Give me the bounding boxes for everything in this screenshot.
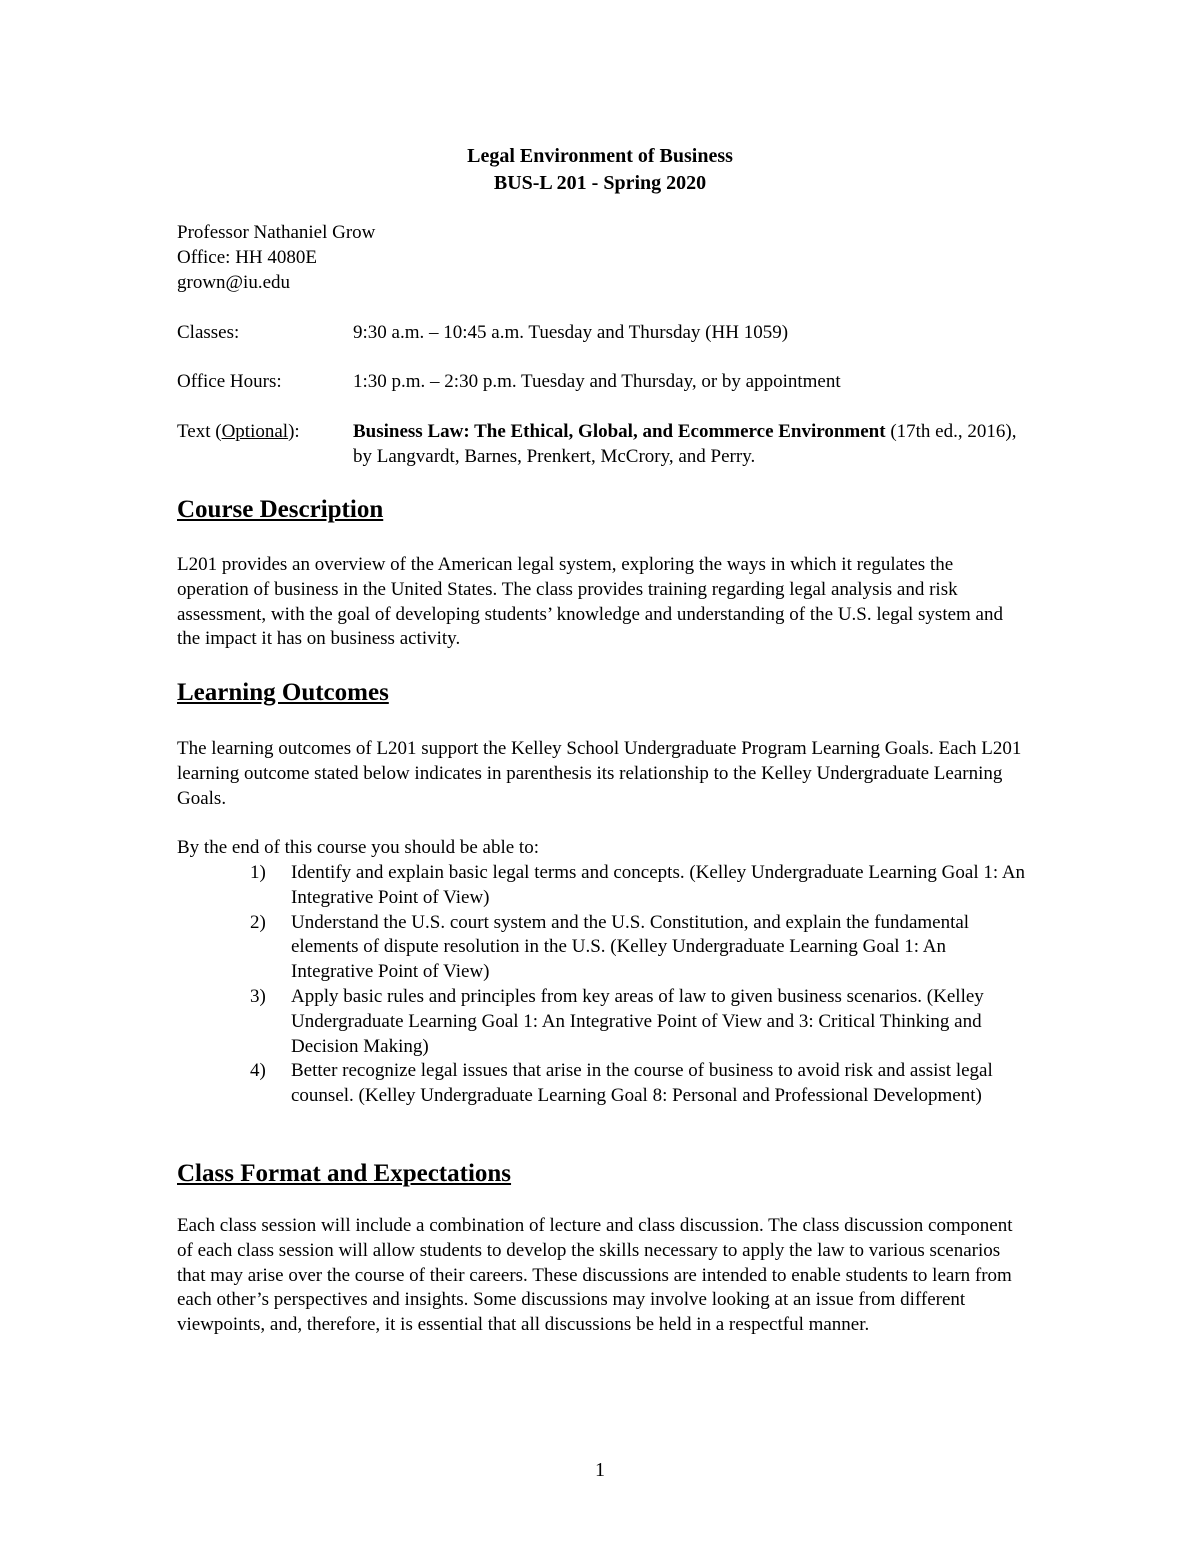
textbook-title: Business Law: The Ethical, Global, and Ecommerce Environment bbox=[353, 421, 886, 442]
email-address: grown@iu.edu bbox=[177, 271, 291, 293]
document-title: Legal Environment of Business bbox=[467, 145, 733, 167]
list-item-number: 4) bbox=[250, 1060, 266, 1082]
office-hours-value: 1:30 p.m. – 2:30 p.m. Tuesday and Thursday, or by appointment bbox=[353, 371, 841, 392]
course-code: BUS-L 201 - Spring 2020 bbox=[493, 172, 707, 194]
textbook-details: (17th ed., 2016), by Langvardt, Barnes, Prenkert, McCrory, and Perry. bbox=[353, 421, 1017, 467]
textbook-value bbox=[353, 420, 1033, 470]
course-description-heading: Course Description bbox=[177, 496, 384, 523]
contact-block bbox=[177, 221, 375, 295]
textbook-label-prefix: Text ( bbox=[177, 421, 222, 442]
list-item-number: 1) bbox=[250, 862, 266, 883]
textbook-label-suffix: ): bbox=[288, 421, 300, 442]
office-hours-label: Office Hours: bbox=[177, 371, 282, 392]
class-format-body: Each class session will include a combination of lecture and class discussion. The class discussion component of each class session will allow students to develop the skills necessary to apply the law to various scenarios that may arise over the course of their careers. These discussions are intended to enable students to learn from each other’s perspectives and insights. Some discussions may involve looking at an issue from different viewpoints, and, therefore, it is essential that all discussions be held in a respectful manner. bbox=[177, 1215, 1013, 1336]
classes-value: 9:30 a.m. – 10:45 a.m. Tuesday and Thursday (HH 1059) bbox=[353, 322, 789, 343]
office-location: Office: HH 4080E bbox=[177, 246, 318, 268]
professor-name: Professor Nathaniel Grow bbox=[177, 222, 376, 243]
list-item-number: 2) bbox=[250, 911, 266, 933]
list-item-text: Understand the U.S. court system and the U.S. Constitution, and explain the fundamental elements of dispute resolution in the U.S. (Kelley Undergraduate Learning Goal 1: An Integrative Point of View) bbox=[291, 911, 970, 983]
list-item bbox=[250, 1059, 1030, 1109]
learning-outcomes-list bbox=[250, 861, 1030, 1109]
learning-outcomes-lead: By the end of this course you should be able to: bbox=[177, 837, 539, 858]
course-description-body: L201 provides an overview of the American legal system, exploring the ways in which it regulates the operation of business in the United States. The class provides training regarding legal analysis and risk assessment, with the goal of developing students’ knowledge and understanding of the U.S. legal system and the impact it has on business activity. bbox=[177, 554, 1003, 650]
page-number: 1 bbox=[595, 1459, 605, 1481]
list-item bbox=[250, 911, 1030, 985]
list-item-text: Apply basic rules and principles from key areas of law to given business scenarios. (Kelley Undergraduate Learning Goal 1: An Integrative Point of View and 3: Critical Thinking and Decision Making) bbox=[291, 985, 984, 1057]
list-item bbox=[250, 861, 1030, 911]
class-format-heading: Class Format and Expectations bbox=[177, 1160, 512, 1187]
list-item-number: 3) bbox=[250, 985, 266, 1007]
list-item-text: Identify and explain basic legal terms and concepts. (Kelley Undergraduate Learning Goal 1: An Integrative Point of View) bbox=[291, 862, 1026, 908]
document-title-block bbox=[0, 143, 1200, 197]
textbook-optional: Optional bbox=[221, 421, 289, 442]
list-item-text: Better recognize legal issues that arise in the course of business to avoid risk and assist legal counsel. (Kelley Undergraduate Learning Goal 8: Personal and Professional Development) bbox=[291, 1060, 993, 1107]
textbook-label bbox=[177, 420, 347, 445]
list-item bbox=[250, 985, 1030, 1059]
learning-outcomes-heading: Learning Outcomes bbox=[177, 679, 389, 706]
classes-label: Classes: bbox=[177, 322, 240, 343]
learning-outcomes-intro: The learning outcomes of L201 support the Kelley School Undergraduate Program Learning Goals. Each L201 learning outcome stated below indicates in parenthesis its relationship to the Kelley Undergraduate Learning Goals. bbox=[177, 738, 1022, 809]
